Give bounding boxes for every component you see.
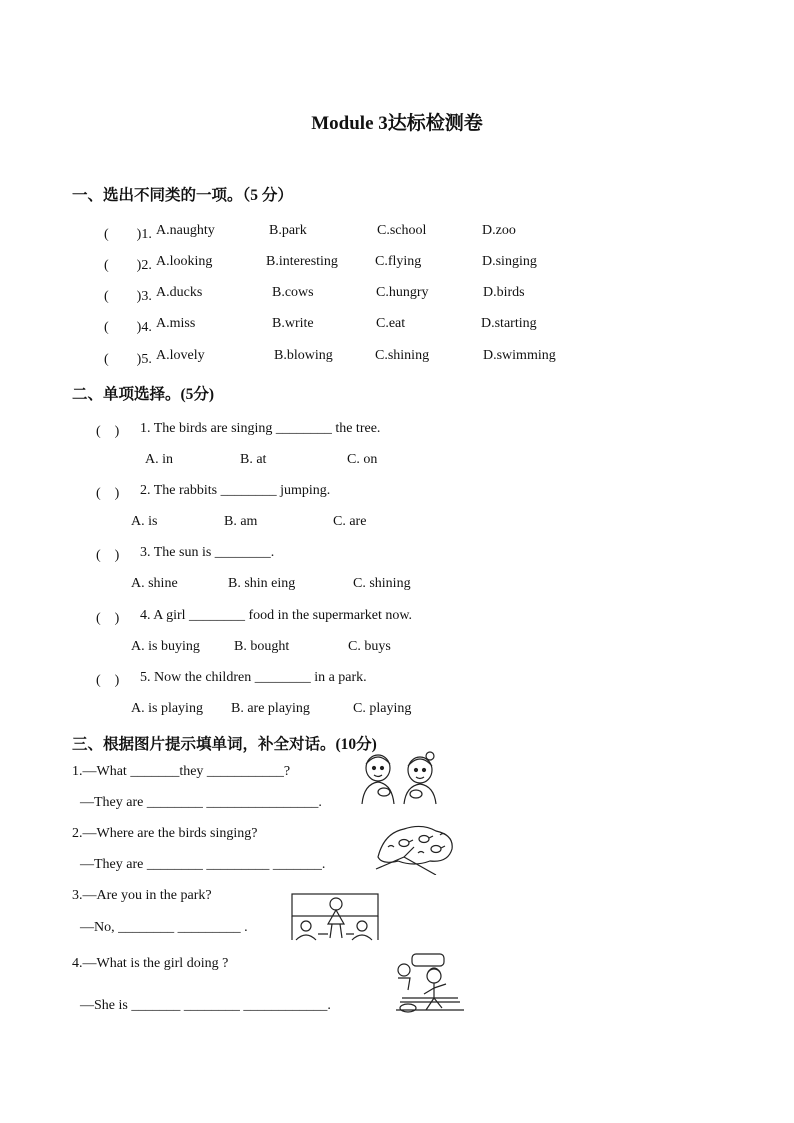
girl-activity-picture bbox=[394, 950, 466, 1016]
answer-paren: ( ) bbox=[96, 486, 120, 501]
option-a: A.looking bbox=[156, 254, 213, 269]
option-a: A.ducks bbox=[156, 285, 203, 300]
answer-paren: ( ) bbox=[96, 611, 120, 626]
option-a: A. shine bbox=[131, 576, 178, 591]
section-2-heading: 二、单项选择。(5分) bbox=[72, 386, 215, 403]
option-d: D.birds bbox=[483, 285, 525, 300]
dialogue-question: 4.—What is the girl doing ? bbox=[72, 956, 229, 971]
answer-paren: ( ) bbox=[96, 424, 120, 439]
item-number: ( )1. bbox=[104, 227, 152, 242]
birds-in-tree-picture bbox=[374, 823, 458, 875]
option-b: B. bought bbox=[234, 639, 290, 654]
item-number: ( )2. bbox=[104, 258, 152, 273]
option-c: C.hungry bbox=[376, 285, 429, 300]
option-b: B. shin eing bbox=[228, 576, 296, 591]
question-text: 3. The sun is ________. bbox=[140, 545, 275, 560]
option-c: C. shining bbox=[353, 576, 411, 591]
option-a: A.naughty bbox=[156, 223, 215, 238]
option-c: C.eat bbox=[376, 316, 406, 331]
dialogue-answer: —They are ________ ________________. bbox=[80, 795, 322, 810]
option-b: B.write bbox=[272, 316, 314, 331]
question-text: 5. Now the children ________ in a park. bbox=[140, 670, 367, 685]
option-d: D.swimming bbox=[483, 348, 556, 363]
option-a: A.lovely bbox=[156, 348, 205, 363]
section-3-heading: 三、根据图片提示填单词，补全对话。(10分) bbox=[72, 736, 377, 753]
answer-paren: ( ) bbox=[96, 673, 120, 688]
option-c: C. on bbox=[347, 452, 378, 467]
option-d: D.zoo bbox=[482, 223, 516, 238]
dialogue-answer: —They are ________ _________ _______. bbox=[80, 857, 326, 872]
item-number: ( )4. bbox=[104, 320, 152, 335]
option-c: C.shining bbox=[375, 348, 430, 363]
option-c: C. buys bbox=[348, 639, 391, 654]
option-c: C. playing bbox=[353, 701, 412, 716]
item-number: ( )5. bbox=[104, 352, 152, 367]
dialogue-answer: —No, ________ _________ . bbox=[80, 920, 248, 935]
question-text: 1. The birds are singing ________ the tree. bbox=[140, 421, 381, 436]
option-b: B.blowing bbox=[274, 348, 333, 363]
option-d: D.singing bbox=[482, 254, 537, 269]
option-c: C. are bbox=[333, 514, 367, 529]
answer-paren: ( ) bbox=[96, 548, 120, 563]
option-c: C.flying bbox=[375, 254, 422, 269]
option-b: B. am bbox=[224, 514, 258, 529]
option-a: A. in bbox=[145, 452, 173, 467]
page-title: Module 3达标检测卷 bbox=[311, 113, 483, 134]
question-text: 2. The rabbits ________ jumping. bbox=[140, 483, 331, 498]
option-b: B. are playing bbox=[231, 701, 310, 716]
option-a: A.miss bbox=[156, 316, 196, 331]
item-number: ( )3. bbox=[104, 289, 152, 304]
option-a: A. is buying bbox=[131, 639, 200, 654]
dialogue-question: 3.—Are you in the park? bbox=[72, 888, 212, 903]
option-d: D.starting bbox=[481, 316, 537, 331]
option-b: B.interesting bbox=[266, 254, 338, 269]
section-1-heading: 一、选出不同类的一项。（5 分） bbox=[72, 187, 293, 204]
question-text: 4. A girl ________ food in the supermarket now. bbox=[140, 608, 413, 623]
option-c: C.school bbox=[377, 223, 427, 238]
option-a: A. is playing bbox=[131, 701, 203, 716]
dialogue-question: 2.—Where are the birds singing? bbox=[72, 826, 258, 841]
classroom-picture bbox=[288, 890, 382, 942]
option-a: A. is bbox=[131, 514, 158, 529]
option-b: B.cows bbox=[272, 285, 314, 300]
dialogue-answer: —She is _______ ________ ____________. bbox=[80, 998, 331, 1013]
kids-eating-picture bbox=[350, 750, 446, 806]
dialogue-question: 1.—What _______they ___________? bbox=[72, 764, 291, 779]
option-b: B.park bbox=[269, 223, 307, 238]
option-b: B. at bbox=[240, 452, 267, 467]
